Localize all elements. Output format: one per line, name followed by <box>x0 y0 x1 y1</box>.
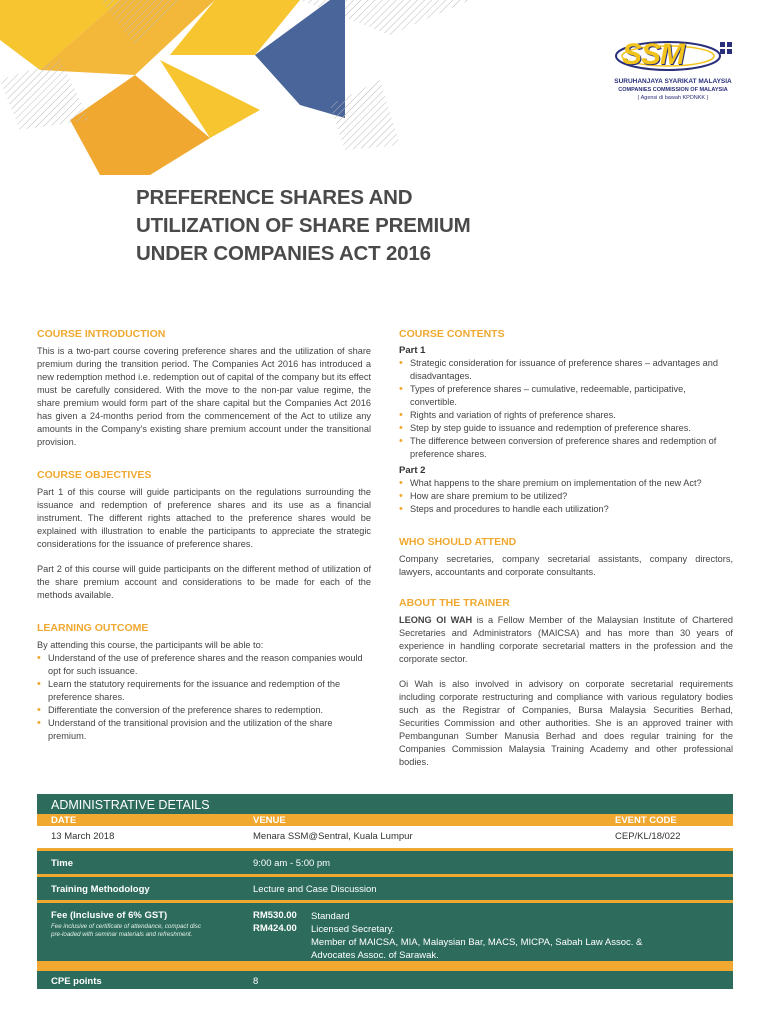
administrative-details <box>37 794 733 989</box>
fee-member-desc <box>311 923 642 962</box>
logo-name-english: COMPANIES COMMISSION OF MALAYSIA <box>618 87 728 93</box>
learning-outcome-intro: By attending this course, the participants will be able to: <box>37 640 264 650</box>
trainer-bio-1-text: is a Fellow Member of the Malaysian Institute of Chartered Secretaries and Administrators (MAICSA) and has more than 30 years of experience in handling corporate secretarial matters in the profession and the corporate sector. <box>399 615 733 664</box>
course-objectives-part2: Part 2 of this course will guide participants on the different method of utilization of the share premium account and considerations to be made for each of the methods available. <box>37 564 371 600</box>
list-item: • The difference between conversion of preference shares and redemption of preference shares. <box>399 435 733 461</box>
course-contents <box>399 328 733 516</box>
course-objectives <box>37 469 371 602</box>
event-date: 13 March 2018 <box>51 831 115 842</box>
methodology-value: Lecture and Case Discussion <box>253 884 377 895</box>
logo-name-malay: SURUHANJAYA SYARIKAT MALAYSIA <box>614 78 732 85</box>
list-item: • Understand of the transitional provision and the utilization of the share premium. <box>37 717 371 743</box>
list-item: • Understand of the use of preference shares and the reason companies would opt for such issuance. <box>37 652 371 678</box>
methodology-label: Training Methodology <box>51 884 150 895</box>
course-objectives-part1: Part 1 of this course will guide participants on the regulations surrounding the issuance and redemption of preference shares and its use as a financial instrument. The different rights attached to the preference shares would be explained with illustration to enable the participants to appreciate the strategic considerations for the issuance of preference shares. <box>37 487 371 549</box>
list-item: • Differentiate the conversion of the preference shares to redemption. <box>37 704 371 717</box>
title-line-1: PREFERENCE SHARES AND <box>136 186 413 209</box>
who-should-attend <box>399 536 733 579</box>
time-value: 9:00 am - 5:00 pm <box>253 858 331 869</box>
part-2-list <box>399 477 733 516</box>
venue-header: VENUE <box>253 815 286 826</box>
fee-member-desc-line-3: Advocates Assoc. of Sarawak. <box>311 950 439 961</box>
learning-outcome-heading: LEARNING OUTCOME <box>37 622 149 634</box>
fee-standard-desc: Standard <box>311 911 350 922</box>
logo-wordmark: SSM <box>622 38 685 71</box>
fee-member-amount: RM424.00 <box>253 923 297 934</box>
who-should-attend-text: Company secretaries, company secretarial assistants, company directors, lawyers, accountants and corporate consultants. <box>399 554 733 577</box>
part-2-label: Part 2 <box>399 465 426 476</box>
learning-outcome <box>37 622 371 743</box>
fee-standard-amount: RM530.00 <box>253 910 297 921</box>
title-line-2: UTILIZATION OF SHARE PREMIUM <box>136 214 471 237</box>
list-item: • Steps and procedures to handle each utilization? <box>399 503 733 516</box>
list-item: • Learn the statutory requirements for the issuance and redemption of the preference shares. <box>37 678 371 704</box>
list-item: • What happens to the share premium on implementation of the new Act? <box>399 477 733 490</box>
part-1-label: Part 1 <box>399 345 426 356</box>
course-introduction-heading: COURSE INTRODUCTION <box>37 328 166 340</box>
event-venue: Menara SSM@Sentral, Kuala Lumpur <box>253 831 413 842</box>
logo-agency: ( Agensi di bawah KPDNKK ) <box>637 95 709 101</box>
administrative-details-heading: ADMINISTRATIVE DETAILS <box>37 794 733 814</box>
ssm-logo <box>608 34 738 114</box>
list-item: • Rights and variation of rights of preference shares. <box>399 409 733 422</box>
fee-row <box>37 900 733 961</box>
cpe-row <box>37 961 733 989</box>
header-decoration <box>0 0 470 175</box>
course-introduction <box>37 328 371 449</box>
admin-column-headers <box>37 814 733 826</box>
fee-member-desc-line-2: Member of MAICSA, MIA, Malaysian Bar, MACS, MICPA, Sabah Law Assoc. & <box>311 937 643 948</box>
event-code: CEP/KL/18/022 <box>615 831 681 842</box>
fee-member-desc-line-1: Licensed Secretary. <box>311 924 395 935</box>
trainer-bio-2: Oi Wah is also involved in advisory on corporate secretarial requirements including corporate restructuring and compliance with various regulatory bodies such as the Registrar of Companies, Bursa Malaysia Securities Berhad, Securities Commission and other authorities. She is an approved trainer with Pembangunan Sumber Manusia Berhad and does regular training for the Companies Commission Malaysia Training Academy and other professional bodies. <box>399 679 733 767</box>
cpe-label: CPE points <box>51 976 102 987</box>
trainer-bio-1 <box>399 614 733 666</box>
event-code-header: EVENT CODE <box>615 815 677 826</box>
course-objectives-heading: COURSE OBJECTIVES <box>37 469 152 481</box>
list-item: • Strategic consideration for issuance of preference shares – advantages and disadvantages. <box>399 357 733 383</box>
part-1-list <box>399 357 733 461</box>
cpe-value: 8 <box>253 976 259 987</box>
list-item: • Types of preference shares – cumulative, redeemable, participative, convertible. <box>399 383 733 409</box>
course-introduction-text: This is a two-part course covering preference shares and the utilization of share premium during the transition period. The Companies Act 2016 has introduced a new redemption method i.e. redemption out of capital of the company but its effect must be carefully considered. With the move to the non-par value regime, the share premium would form part of the share capital but the Companies Act 2016 has given a 24-months period from the commencement of the Act to utilize any amounts in the Company's existing share premium account under the transitional provision. <box>37 346 371 447</box>
right-column <box>399 328 733 783</box>
learning-outcome-list <box>37 652 371 743</box>
date-header: DATE <box>51 815 77 826</box>
fee-note: Fee inclusive of certificate of attendance, compact disc pre-loaded with seminar materials and refreshment. <box>51 923 201 938</box>
admin-values-row <box>37 826 733 848</box>
title-line-3: UNDER COMPANIES ACT 2016 <box>136 242 431 265</box>
list-item: • Step by step guide to issuance and redemption of preference shares. <box>399 422 733 435</box>
about-the-trainer <box>399 597 733 769</box>
who-should-attend-heading: WHO SHOULD ATTEND <box>399 536 517 548</box>
course-contents-heading: COURSE CONTENTS <box>399 328 505 340</box>
methodology-row <box>37 874 733 900</box>
page-title <box>136 184 496 268</box>
list-item: • How are share premium to be utilized? <box>399 490 733 503</box>
time-label: Time <box>51 858 74 869</box>
about-the-trainer-heading: ABOUT THE TRAINER <box>399 597 510 609</box>
time-row <box>37 848 733 874</box>
trainer-name: LEONG OI WAH <box>399 615 473 625</box>
fee-label: Fee (Inclusive of 6% GST) <box>51 910 168 921</box>
left-column <box>37 328 371 757</box>
